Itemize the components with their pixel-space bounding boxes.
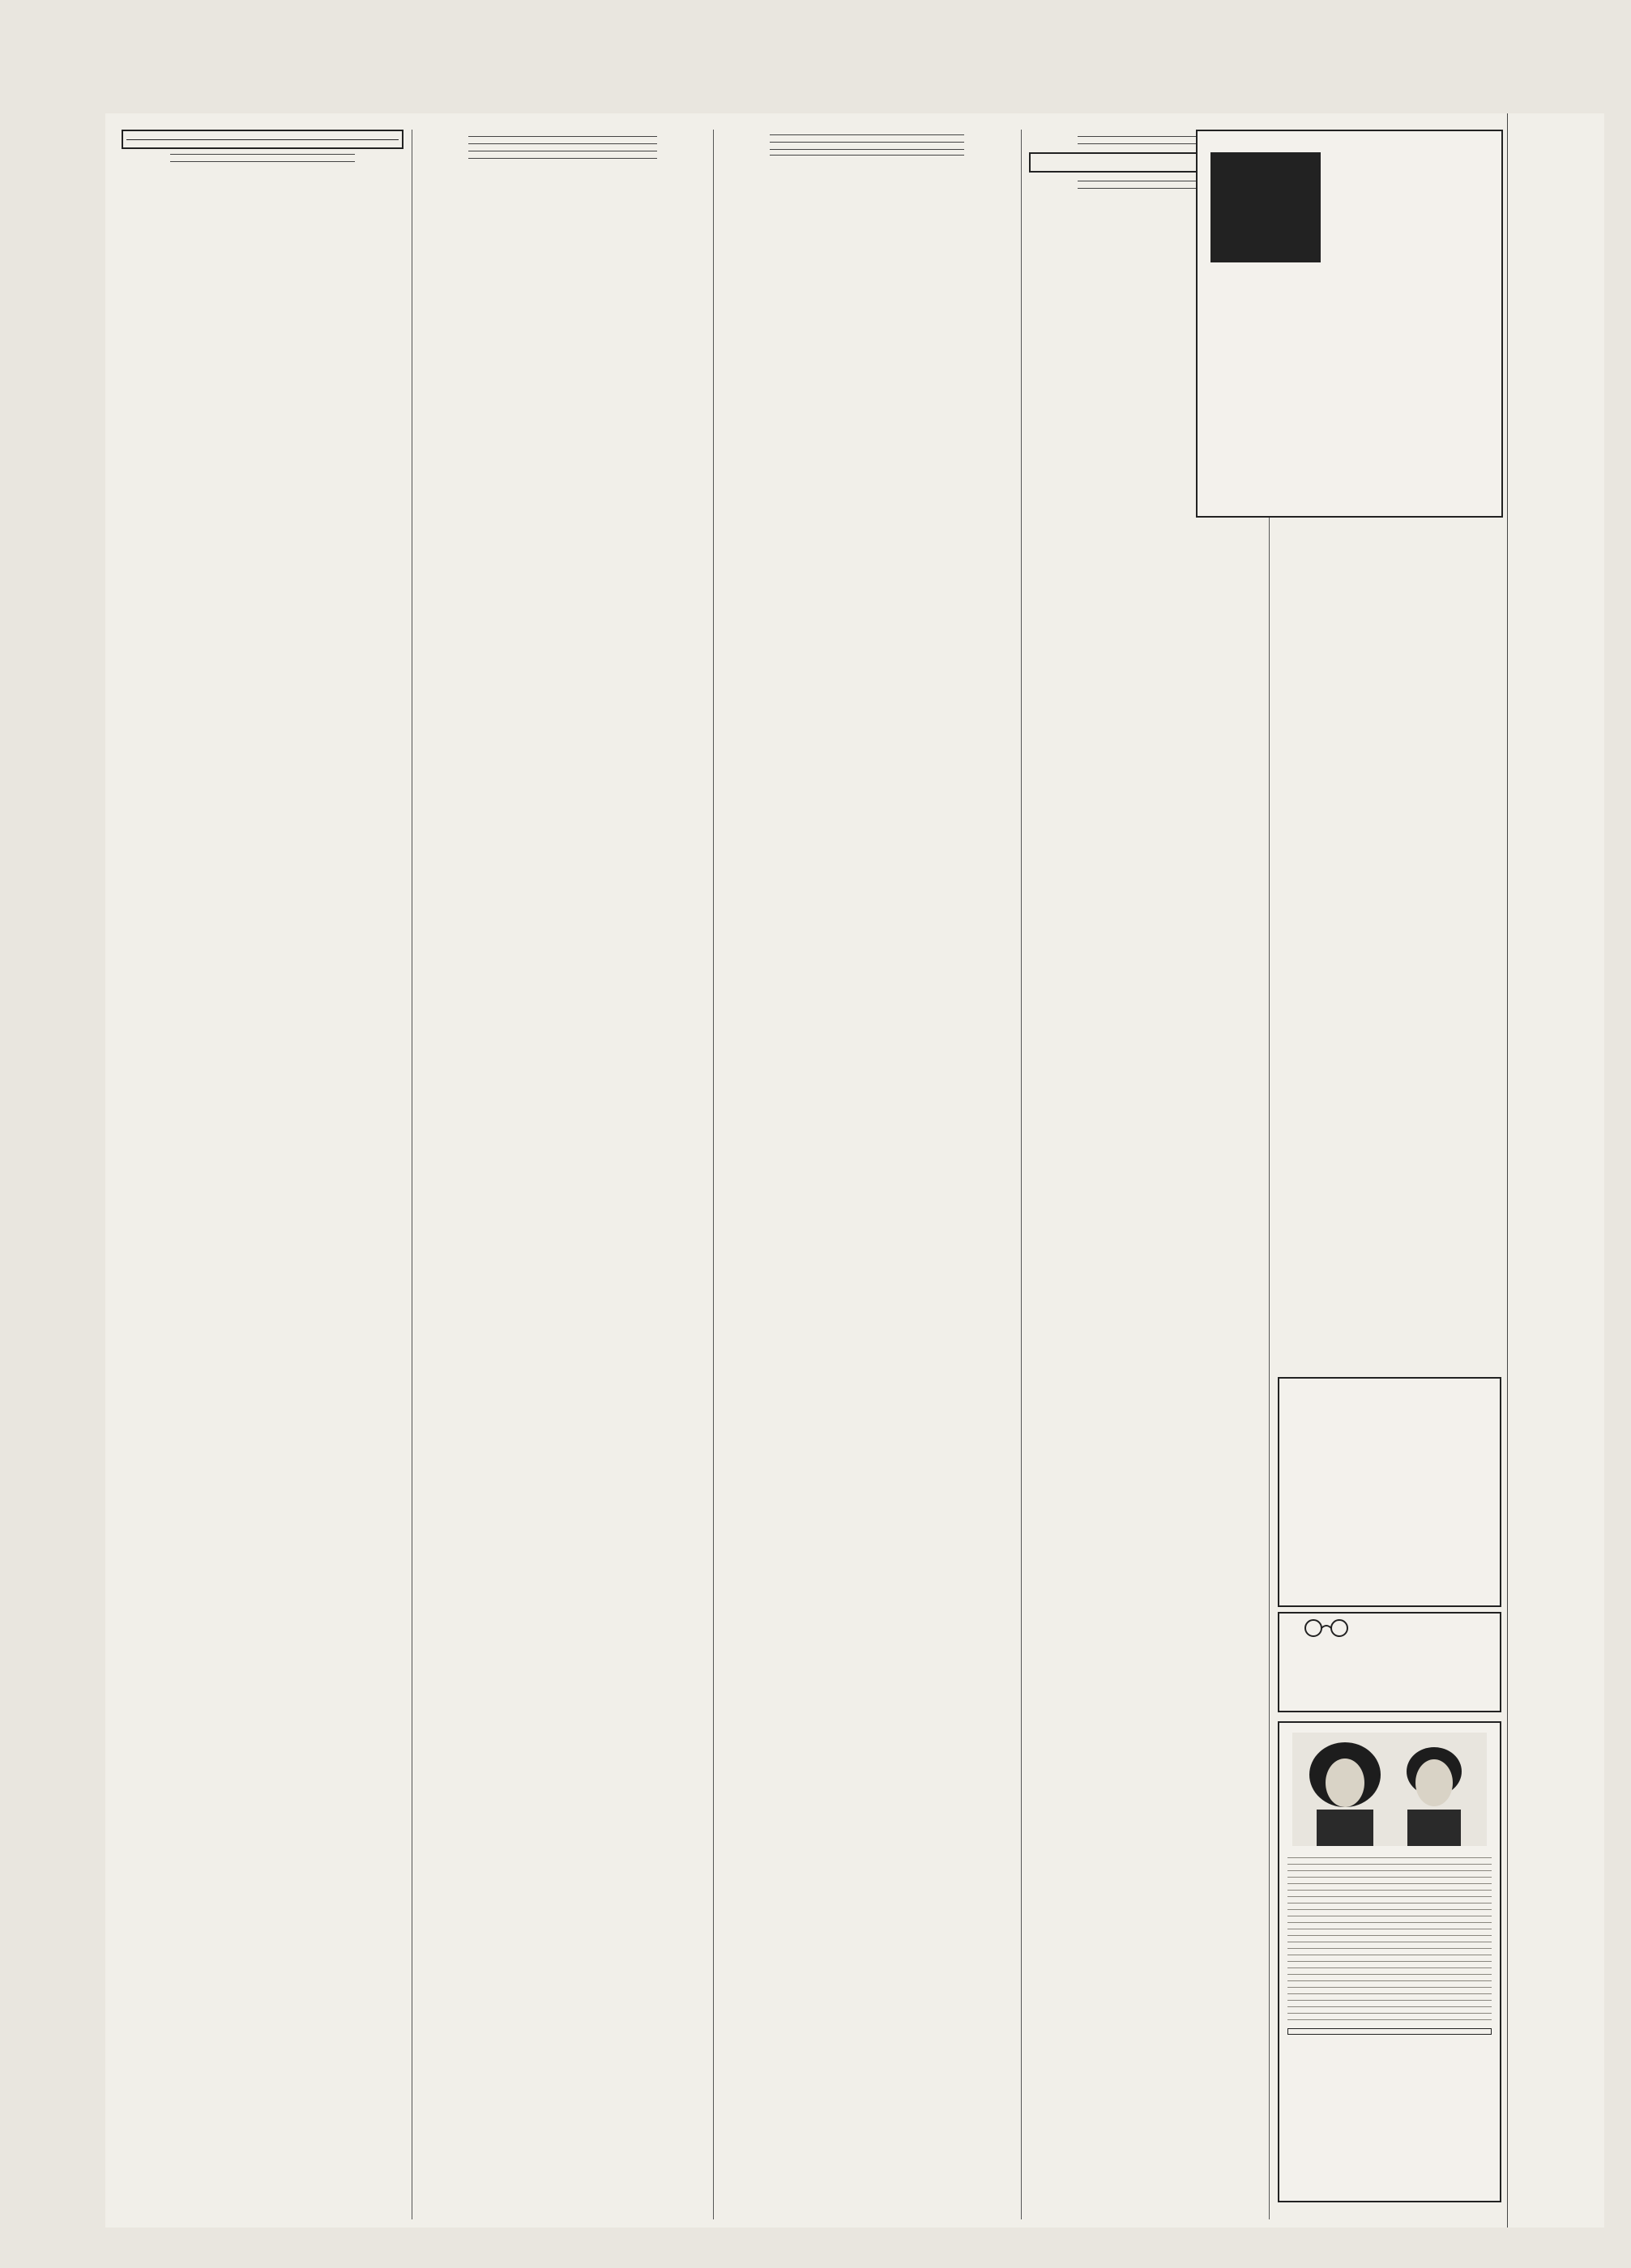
rock-island-ad [1196, 130, 1503, 518]
column-rule [713, 130, 714, 2219]
spectacles-icon [1302, 1618, 1351, 1638]
rock-island-logo [1210, 152, 1321, 262]
column-2 [420, 130, 706, 2211]
column-3 [721, 130, 1013, 2211]
column-1 [122, 130, 403, 2211]
oculist-ad [1278, 1612, 1501, 1712]
neals-place-ad [1278, 1377, 1501, 1607]
discovery-fine-print [1287, 1853, 1492, 2023]
buxton-masthead [122, 130, 403, 149]
before-after-portraits [1292, 1733, 1487, 1846]
column-rule [1021, 130, 1022, 2219]
buxton-subtitle [126, 139, 399, 143]
ox-marrow-ad [1278, 1721, 1501, 2202]
